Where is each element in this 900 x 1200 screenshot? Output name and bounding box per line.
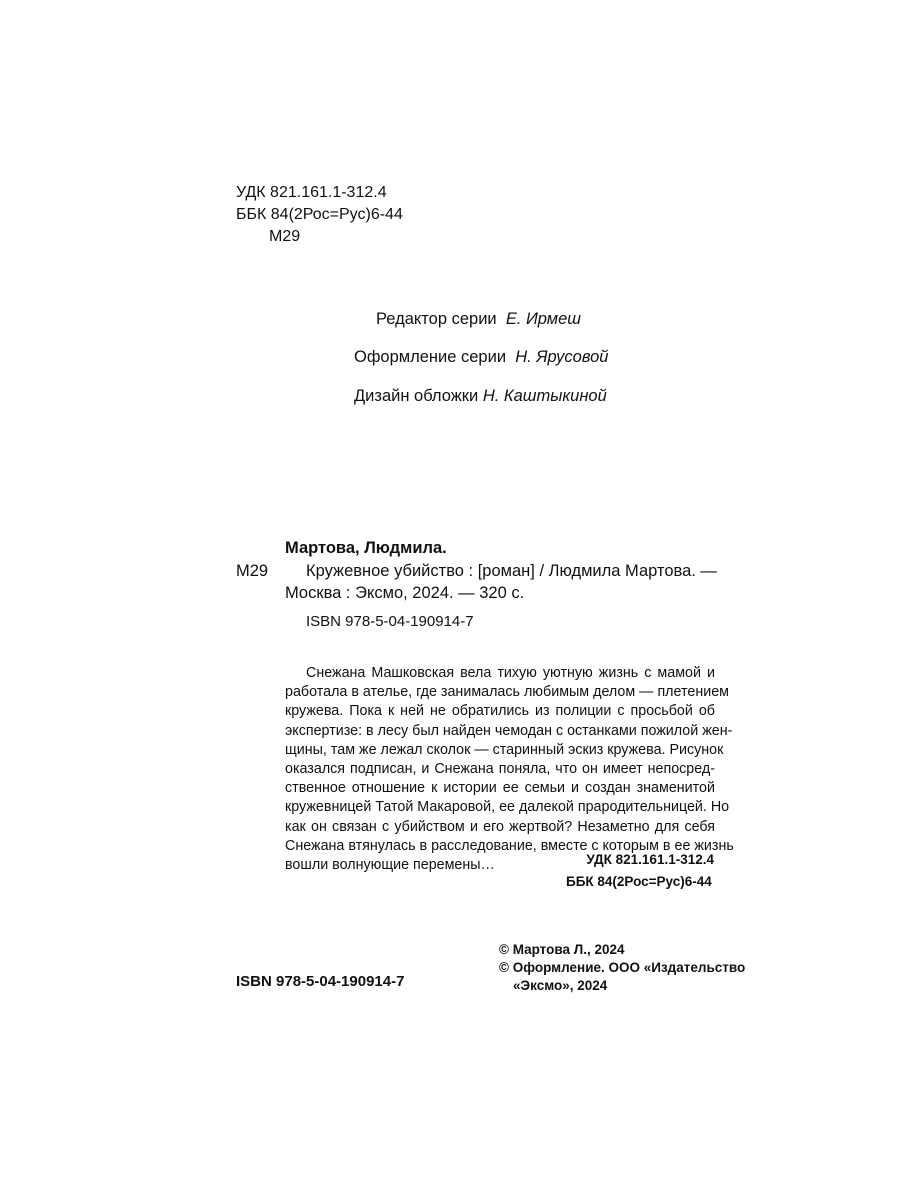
copyright-line-1: © Мартова Л., 2024 — [499, 942, 625, 957]
annotation-line: вошли волнующие перемены… — [285, 857, 495, 874]
credit-series-editor — [376, 308, 581, 330]
annotation-line: оказался подписан, и Снежана поняла, что он имеет непосред- — [285, 761, 715, 778]
annotation-line: Снежана втянулась в расследование, вместе с которым в ее жизнь — [285, 837, 734, 854]
annotation-line: кружева. Пока к ней не обратились из полиции с просьбой об — [285, 703, 715, 720]
title-line-2: Москва : Эксмо, 2024. — 320 с. — [285, 584, 525, 602]
credit-name: Е. Ирмеш — [505, 310, 581, 328]
credit-role: Редактор серии — [376, 310, 497, 328]
bbk-bottom: ББК 84(2Рос=Рус)6-44 — [566, 874, 712, 889]
bbk-top: ББК 84(2Рос=Рус)6-44 — [236, 206, 403, 223]
isbn-record: ISBN 978-5-04-190914-7 — [306, 613, 474, 630]
credit-role: Оформление серии — [354, 348, 507, 366]
udk-top: УДК 821.161.1-312.4 — [236, 184, 387, 201]
author-mark-top: М29 — [269, 228, 301, 245]
annotation-line: Снежана Машковская вела тихую уютную жизнь с мамой и — [306, 665, 715, 681]
author-mark-record: М29 — [236, 562, 269, 580]
credit-series-design — [354, 346, 608, 368]
annotation-line: как он связан с убийством и его жертвой? Незаметно для себя — [285, 818, 715, 835]
title-line-1: Кружевное убийство : [роман] / Людмила Мартова. — — [306, 562, 717, 580]
annotation-line: экспертизе: в лесу был найден чемодан с останками пожилой жен- — [285, 722, 733, 739]
annotation-line: кружевницей Татой Макаровой, ее далекой прародительницей. Но — [285, 799, 730, 816]
credit-name: Н. Каштыкиной — [482, 387, 607, 405]
credit-name: Н. Ярусовой — [515, 348, 609, 366]
copyright-line-2: © Оформление. ООО «Издательство — [499, 960, 746, 975]
udk-bottom: УДК 821.161.1-312.4 — [586, 852, 714, 867]
annotation-line: работала в ателье, где занималась любимым делом — плетением — [285, 684, 730, 701]
annotation-line: щины, там же лежал сколок — старинный эскиз кружева. Рисунок — [285, 741, 724, 758]
credit-cover-design — [354, 385, 607, 407]
annotation-line: ственное отношение к истории ее семьи и создан знаменитой — [285, 780, 715, 797]
copyright-line-3: «Эксмо», 2024 — [513, 978, 608, 993]
credit-role: Дизайн обложки — [354, 387, 479, 405]
author-heading: Мартова, Людмила. — [285, 539, 447, 557]
isbn-bottom: ISBN 978-5-04-190914-7 — [236, 973, 405, 990]
annotation — [285, 664, 734, 875]
